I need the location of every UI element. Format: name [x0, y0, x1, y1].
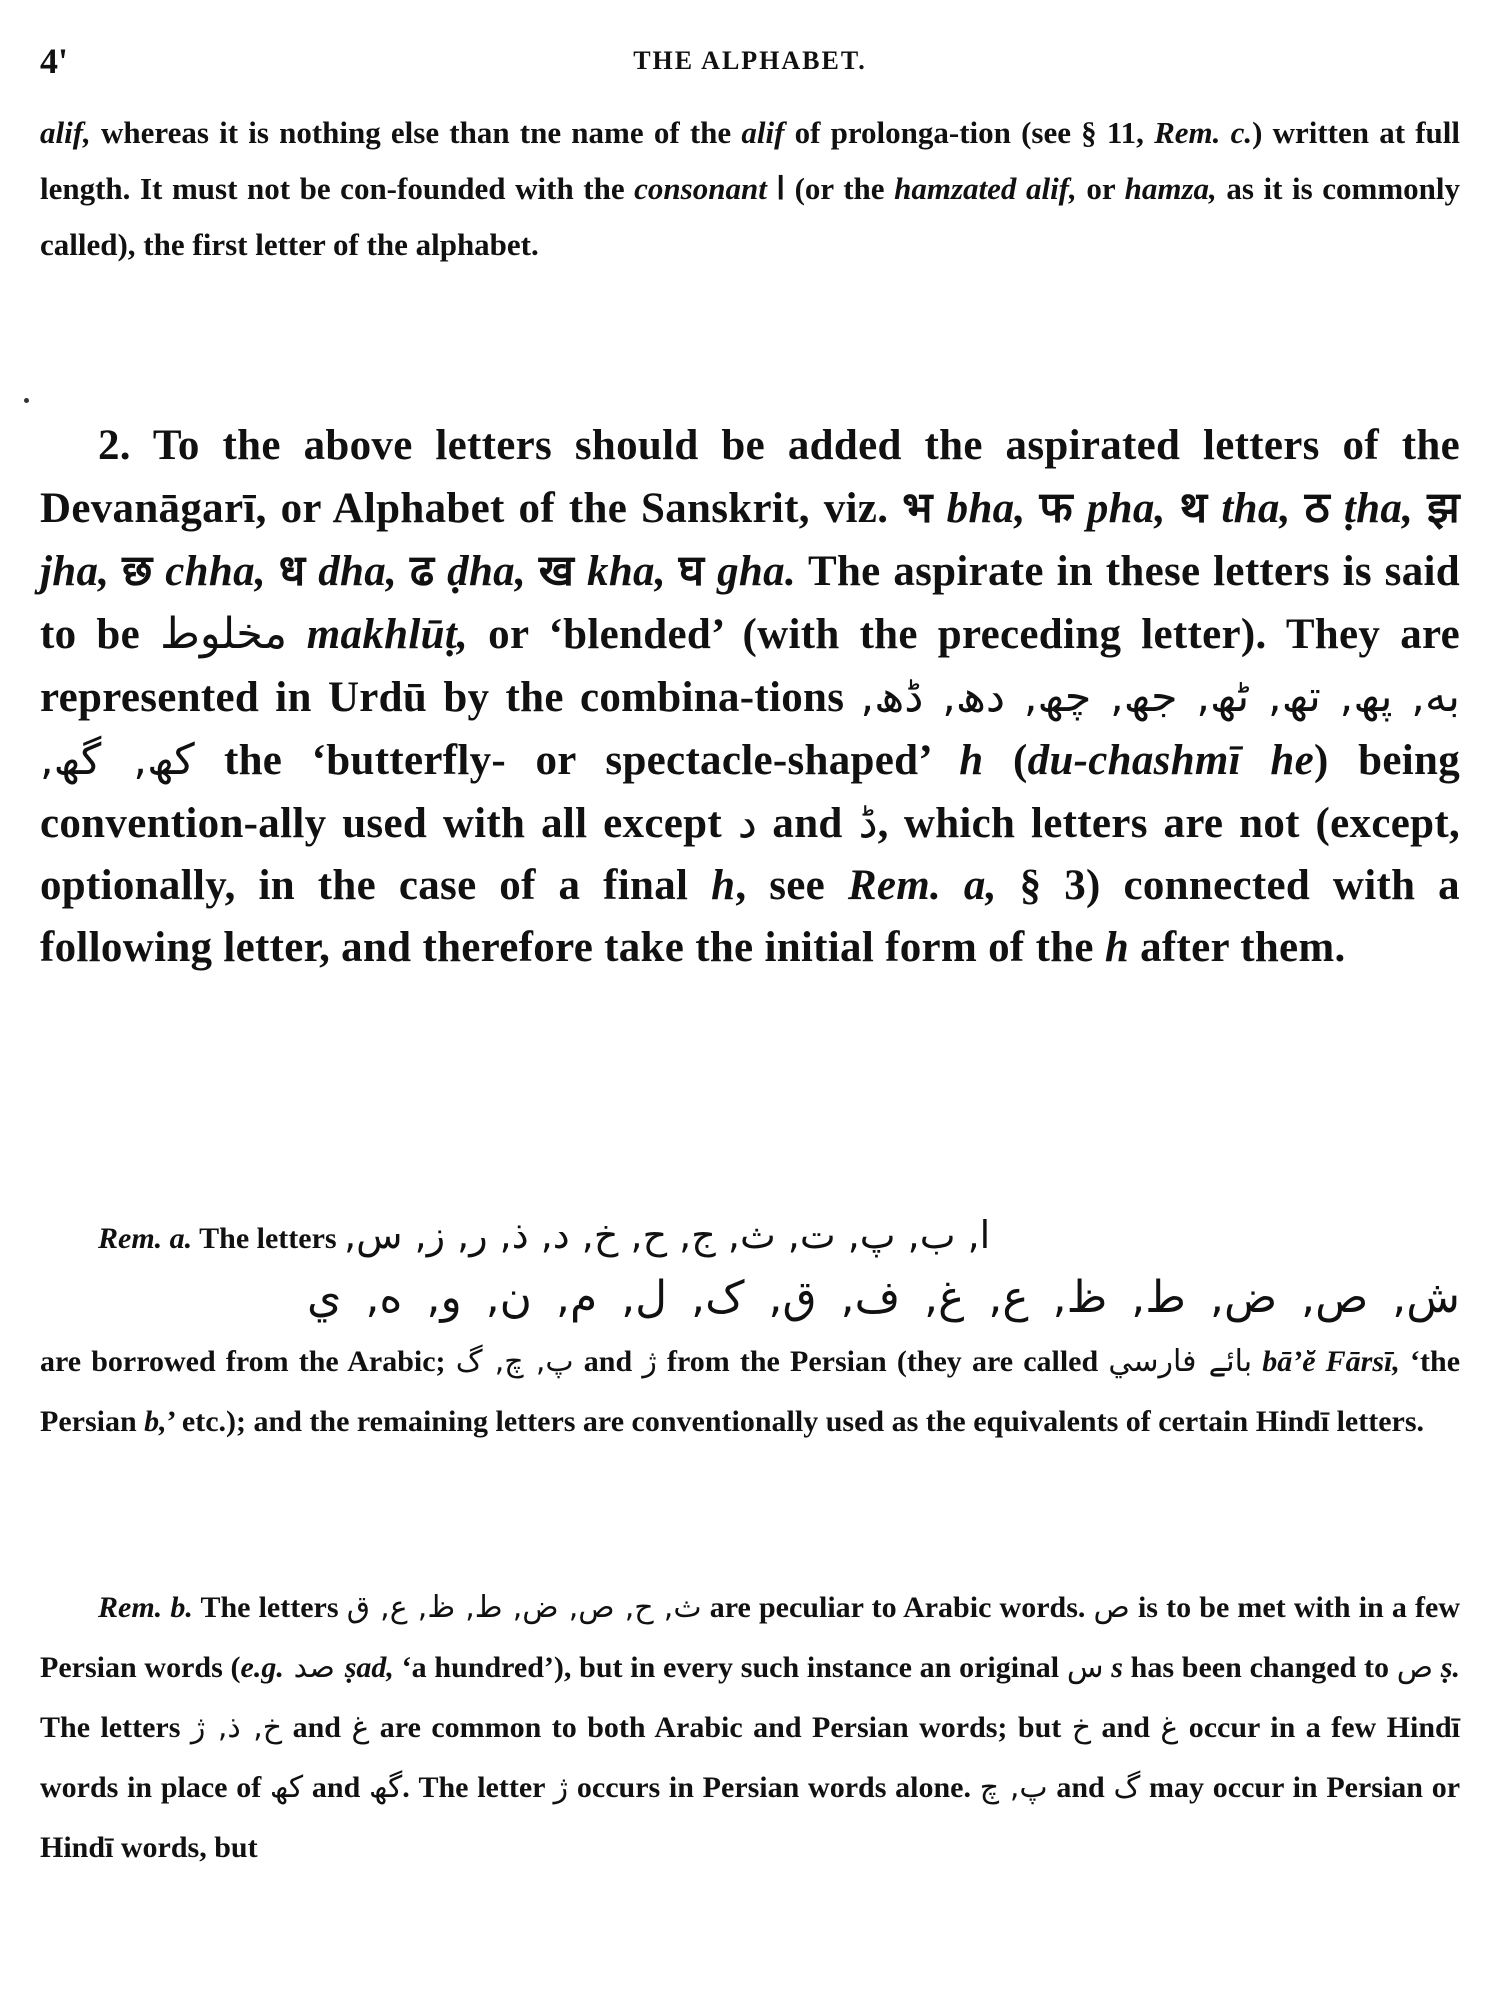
italic-term: du-chashmī he — [1027, 737, 1315, 784]
romanization: ṭha, — [1329, 485, 1414, 532]
arabic-script: پ, چ — [979, 1770, 1048, 1805]
text-run: ‘the Persian — [40, 1345, 1461, 1438]
italic-term: hamzated alif, — [894, 171, 1077, 206]
remark-label: Rem. b. — [98, 1591, 193, 1624]
text-run: has been changed to — [1122, 1651, 1397, 1684]
arabic-script: گ — [1113, 1770, 1141, 1805]
arabic-script: صد — [283, 1650, 345, 1685]
text-run: are peculiar to Arabic words. — [701, 1591, 1094, 1624]
text-run: 2. To the above letters should be added the aspirated letters of the Devanāgarī, or Alphabet of the Sanskrit, viz. — [40, 422, 1460, 532]
text-run: , see — [735, 862, 848, 909]
romanization: dha, — [305, 548, 398, 595]
text-run: occurs in Persian words alone. — [568, 1771, 980, 1804]
text-run: The letters — [40, 1711, 191, 1744]
arabic-script: ژ — [642, 1344, 657, 1379]
devanagari-letter: फ — [1039, 483, 1073, 533]
arabic-script: خ — [1071, 1710, 1092, 1745]
italic-term: consonant — [634, 171, 767, 206]
devanagari-letter: ठ — [1304, 483, 1330, 533]
devanagari-letter: घ — [678, 546, 705, 596]
arabic-script: س — [1066, 1650, 1104, 1685]
arabic-letter-list: ا, ب, پ, ت, ث, ج, ح, خ, د, ذ, ر, ز, س, — [344, 1213, 991, 1257]
text-run: occur in a few Hindī words in place of — [40, 1711, 1461, 1804]
running-title: THE ALPHABET. — [633, 46, 867, 75]
italic-term: hamza, — [1124, 171, 1217, 206]
romanization: s — [1103, 1651, 1123, 1684]
text-run: of prolonga-tion (see § 11, — [784, 115, 1155, 150]
arabic-script: ڈ — [858, 798, 878, 848]
text-run: ( — [983, 737, 1028, 784]
arabic-script: پ, چ, گ — [455, 1344, 574, 1379]
text-run: , which letters are not (except, optionally, in the case of a final — [40, 800, 1461, 909]
arabic-script: مخلوط — [160, 609, 288, 659]
devanagari-letter: भ — [902, 483, 933, 533]
romanization: bha, — [932, 485, 1026, 532]
italic-term: alif — [741, 115, 785, 150]
romanization: gha. — [704, 548, 796, 595]
italic-term: h — [1104, 924, 1130, 971]
text-run: are common to both Arabic and Persian words; but — [369, 1711, 1072, 1744]
text-run: . The letter — [402, 1771, 554, 1804]
devanagari-letter: ख — [538, 546, 575, 596]
arabic-script: ص — [1396, 1650, 1434, 1685]
text-run: The aspirate in these letters is said to be — [40, 548, 1460, 658]
italic-term: e.g. — [240, 1651, 284, 1684]
romanization: jha, — [40, 548, 110, 595]
text-run: after them. — [1129, 924, 1346, 971]
paragraph-1 — [40, 105, 1460, 273]
arabic-script: غ — [351, 1710, 370, 1745]
text-run: and — [573, 1345, 643, 1378]
text-run: and — [756, 800, 859, 847]
arabic-script: ژ — [553, 1770, 569, 1805]
romanization: kha, — [574, 548, 666, 595]
devanagari-letter: झ — [1427, 483, 1460, 533]
romanization: ḍha, — [434, 548, 527, 595]
text-run: and — [282, 1711, 352, 1744]
text-run: § 3) connected with a following letter, and therefore take the initial form of the — [40, 862, 1460, 971]
devanagari-letter: थ — [1179, 483, 1208, 533]
text-run: is to be met with in a few Persian words ( — [40, 1591, 1460, 1684]
text-run: from the Persian (they are called — [656, 1345, 1109, 1378]
text-run: may occur in Persian or Hindī words, but — [40, 1771, 1461, 1864]
arabic-script: گھ — [369, 1770, 403, 1805]
text-run: or ‘blended’ (with the preceding letter). They are represented in Urdū by the combina-tions — [40, 611, 1461, 721]
italic-term: b, — [144, 1405, 167, 1438]
arabic-letter-row: ش, ص, ض, ط, ظ, ع, غ, ف, ق, ک, ل, م, ن, و, ه, ي — [307, 1272, 1460, 1323]
italic-term: Rem. a, — [847, 862, 997, 909]
text-run: and — [1047, 1771, 1114, 1804]
italic-term: alif, — [40, 115, 91, 150]
romanization: chha, — [152, 548, 266, 595]
text-run: the ‘butterfly- or spectacle-shaped’ — [194, 737, 960, 784]
romanization: ṣad, — [344, 1651, 394, 1684]
text-run: as it is commonly called), the first letter of the alphabet. — [40, 171, 1461, 262]
text-run: ) being convention-ally used with all except — [40, 737, 1461, 847]
devanagari-letter: ढ — [409, 546, 435, 596]
text-run: ا (or the — [766, 171, 895, 206]
page-header — [40, 40, 1460, 80]
text-run: and — [303, 1771, 369, 1804]
arabic-script: بائے فارسي — [1108, 1344, 1253, 1379]
romanization: bā’ĕ Fārsī, — [1252, 1345, 1400, 1378]
text-run: The letters — [192, 1591, 347, 1624]
text-run: whereas it is nothing else than tne name of the — [90, 115, 742, 150]
arabic-script: د — [737, 798, 757, 848]
remark-b — [40, 1578, 1460, 1878]
text-run: ’ etc.); and the remaining letters are conventionally used as the equivalents of certain Hindī letters. — [166, 1405, 1425, 1438]
arabic-script: غ — [1160, 1710, 1179, 1745]
devanagari-letter: छ — [122, 546, 153, 596]
remark-a-continued — [40, 1332, 1460, 1452]
arabic-script: به, پھ, تھ, ٹھ, جھ, چھ, دھ, ڈھ, کھ, گھ, — [40, 672, 1460, 785]
romanization: pha, — [1072, 485, 1166, 532]
text-run: ) written at full length. It must not be con-founded with the — [40, 115, 1460, 206]
remark-label: Rem. a. — [98, 1222, 193, 1255]
arabic-script: ص — [1093, 1590, 1130, 1625]
paragraph-2 — [40, 415, 1460, 979]
text-run: The letters — [192, 1222, 345, 1255]
remark-a — [40, 1205, 1460, 1269]
text-run: are borrowed from the Arabic; — [40, 1345, 456, 1378]
romanization: ṣ. — [1433, 1651, 1460, 1684]
arabic-script: کھ — [269, 1770, 304, 1805]
text-run: ‘a hundred’), but in every such instance an original — [393, 1651, 1067, 1684]
romanization: makhlūṭ, — [287, 611, 469, 658]
italic-term: Rem. c. — [1154, 115, 1253, 150]
italic-term: h — [711, 862, 736, 909]
romanization: tha, — [1207, 485, 1291, 532]
print-speck — [24, 398, 29, 403]
arabic-script: خ, ذ, ژ — [190, 1710, 283, 1745]
text-run: or — [1076, 171, 1125, 206]
arabic-script: ث, ح, ص, ض, ط, ظ, ع, ق — [346, 1590, 702, 1625]
devanagari-letter: ध — [278, 546, 306, 596]
page-number: 4' — [40, 41, 69, 81]
italic-term: h — [959, 737, 984, 784]
text-run: and — [1091, 1711, 1161, 1744]
